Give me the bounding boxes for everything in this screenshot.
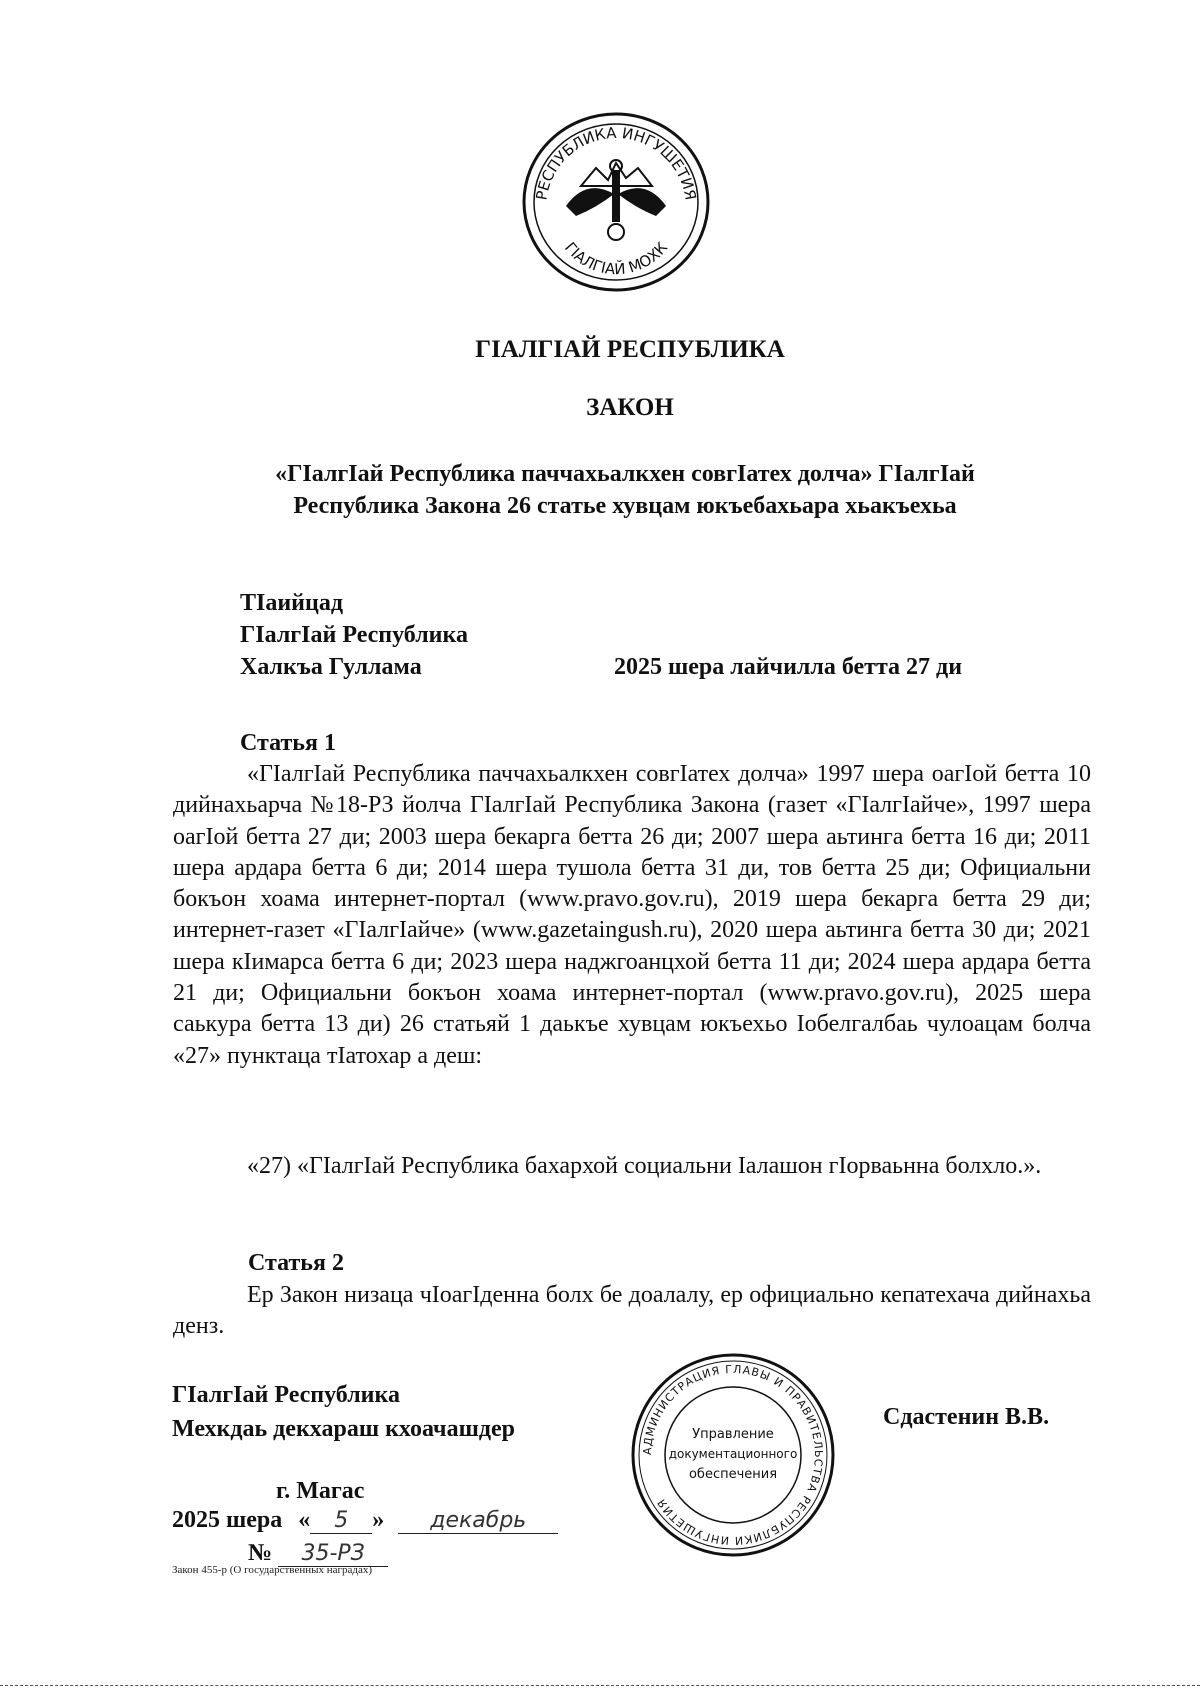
signatory-title [172, 1378, 515, 1446]
month-handwritten: декабрь [398, 1509, 558, 1534]
year-label: 2025 шера [172, 1507, 283, 1533]
place: г. Магас [276, 1478, 365, 1504]
republic-emblem [516, 108, 716, 296]
signatory-line1: ГIалгIай Республика [172, 1382, 400, 1408]
doc-type-heading: ЗАКОН [586, 394, 674, 421]
republic-heading: ГIАЛГIАЙ РЕСПУБЛИКА [475, 336, 785, 363]
stamp-line2: документационного [668, 1447, 798, 1461]
signatory-name: Сдастенин В.В. [883, 1404, 1050, 1430]
emblem-eagle-icon [566, 160, 666, 240]
adoption-block [240, 587, 468, 683]
adoption-line2: ГIалгIай Республика [240, 622, 468, 648]
adoption-line1: ТIаийцад [240, 590, 343, 616]
stamp-ring-text: АДМИНИСТРАЦИЯ ГЛАВЫ И ПРАВИТЕЛЬСТВА РЕСПУБЛИКИ ИНГУШЕТИЯ [640, 1362, 826, 1548]
article2-heading: Статья 2 [248, 1250, 344, 1276]
law-title-line1: «ГIалгIай Республика паччахьалкхен совгIатех долча» ГIалгIай [275, 461, 975, 487]
adoption-line3: Халкъа Гуллама [240, 654, 422, 680]
stamp-line1: Управление [692, 1427, 774, 1442]
stamp-line3: обеспечения [688, 1467, 778, 1482]
article1-paragraph: «ГIалгIай Республика паччахьалкхен совгIатех долча» 1997 шера оагIой бетта 10 дийнахьарча №18-РЗ йолча ГIалгIай Республика Закона (газет «ГIалгIайче», 1997 шера оагIой бетта 27 ди; 2003 шера бекарга бетта 26 ди; 2007 шера аьтинга бетта 16 ди; 2011 шера ардара бетта 6 ди; 2014 шера тушола бетта 31 ди, тов бетта 25 ди; Официальни бокъон хоама интернет-портал (www.pravo.gov.ru), 2019 шера бекарга бетта 29 ди; интернет-газет «ГIалгIайче» (www.gazetaingush.ru), 2020 шера аьтинга бетта 30 ди; 2021 шера кIимарса бетта 6 ди; 2023 шера наджгоанцхой бетта 11 ди; 2024 шера ардара бетта 21 ди; Официальни бокъон хоама интернет-портал (www.pravo.gov.ru), 2025 шера саькура бетта 13 ди) 26 статьяй 1 даькъе хувцам юкъехьо Iобелгалбаь чулоацам болча «27» пунктаца тIатохар а деш: [173, 761, 1091, 1069]
article2-paragraph: Ер Закон низаца чIоагIденна болх бе доалалу, ер официально кепатехача дийнахьа денз. [173, 1282, 1091, 1340]
emblem-top-text: РЕСПУБЛИКА ИНГУШЕТИЯ [532, 123, 700, 202]
article1-quote: «27) «ГIалгIай Республика бахархой социальни Iалашон гIорваьнна болхло.». [247, 1153, 1042, 1179]
article1-heading: Статья 1 [240, 730, 336, 756]
official-stamp [628, 1350, 838, 1560]
signatory-line2: Мехкдаь декхараш кхоачашдер [172, 1416, 515, 1442]
law-title [190, 458, 1060, 522]
page-bottom-rule [0, 1685, 1200, 1686]
number-label: № [248, 1540, 273, 1566]
emblem-bottom-text: ГIАЛГIАЙ МОХК [560, 238, 672, 279]
adoption-date: 2025 шера лайчилла бетта 27 ди [614, 654, 963, 680]
day-handwritten: 5 [310, 1509, 372, 1534]
svg-text:ГIАЛГIАЙ МОХК [561, 238, 671, 278]
date-line: 2025 шера « 5 » декабрь [172, 1507, 558, 1534]
number-handwritten: 35-РЗ [278, 1542, 388, 1567]
law-title-line2: Республика Закона 26 статье хувцам юкъебахьара хьакъехьа [293, 493, 957, 519]
number-line [248, 1540, 388, 1567]
footer-note: Закон 455-р (О государственных наградах) [172, 1564, 373, 1576]
